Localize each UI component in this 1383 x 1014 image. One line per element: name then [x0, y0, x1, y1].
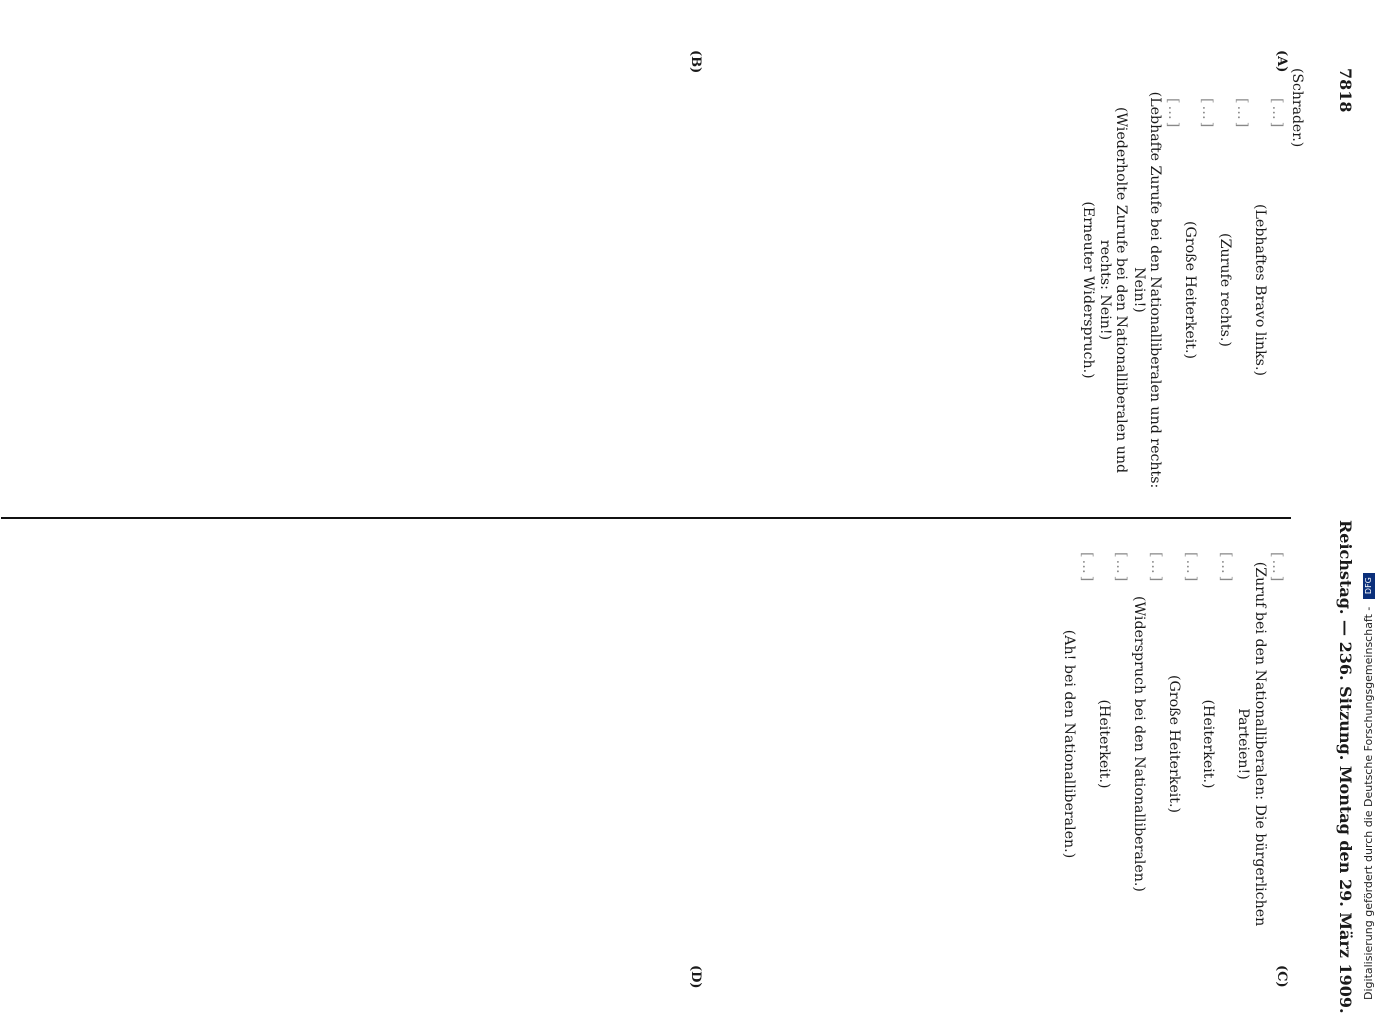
illegible-passage: […] — [1113, 552, 1130, 584]
speaker-tag: (Schrader.) — [1289, 68, 1305, 148]
interjection: (Erneuter Widerspruch.) — [1079, 201, 1096, 379]
interjection: (Zurufe rechts.) — [1216, 233, 1233, 347]
interjection: (Wiederholte Zurufe bei den Nationalliberalen und rechts: Nein!) — [1096, 106, 1130, 474]
footer-text: Digitalisierung gefördert durch die Deutsche Forschungsgemeinschaft - — [1362, 606, 1375, 1000]
column-divider — [1, 517, 1291, 519]
illegible-passage: […] — [1217, 552, 1234, 584]
running-title: Reichstag. — 236. Sitzung. Montag den 29. März 1909. — [1336, 520, 1355, 1014]
right-column — [605, 538, 1285, 950]
interjection: (Heiterkeit.) — [1095, 699, 1112, 789]
interjection: (Große Heiterkeit.) — [1181, 220, 1198, 360]
interjection: (Zuruf bei den Nationalliberalen: Die bürgerlichen Parteien!) — [1235, 561, 1268, 927]
dfg-logo: DFG — [1363, 573, 1375, 599]
margin-letter-b: (B) — [688, 50, 703, 74]
illegible-passage: […] — [1182, 552, 1199, 584]
illegible-passage: […] — [1078, 552, 1095, 584]
margin-letter-d: (D) — [688, 965, 703, 989]
illegible-passage: […] — [1199, 98, 1216, 130]
interjection: (Widerspruch bei den Nationalliberalen.) — [1130, 596, 1147, 892]
interjection: (Große Heiterkeit.) — [1165, 674, 1182, 814]
left-column — [5, 84, 1285, 496]
margin-letter-c: (C) — [1274, 965, 1289, 988]
illegible-passage: […] — [1234, 98, 1251, 130]
interjection: (Ah! bei den Nationalliberalen.) — [1061, 629, 1078, 859]
interjection: (Lebhaftes Bravo links.) — [1251, 203, 1268, 377]
illegible-passage: […] — [1269, 98, 1285, 130]
interjection: (Heiterkeit.) — [1200, 699, 1217, 789]
illegible-passage: […] — [1269, 552, 1285, 584]
page-number: 7818 — [1336, 68, 1355, 113]
margin-letter-a: (A) — [1274, 50, 1289, 73]
digitization-footer — [1358, 0, 1380, 1000]
illegible-passage: […] — [1164, 98, 1181, 130]
illegible-passage: […] — [1148, 552, 1165, 584]
interjection: (Lebhafte Zurufe bei den Nationalliberalen und rechts: Nein!) — [1130, 91, 1164, 489]
